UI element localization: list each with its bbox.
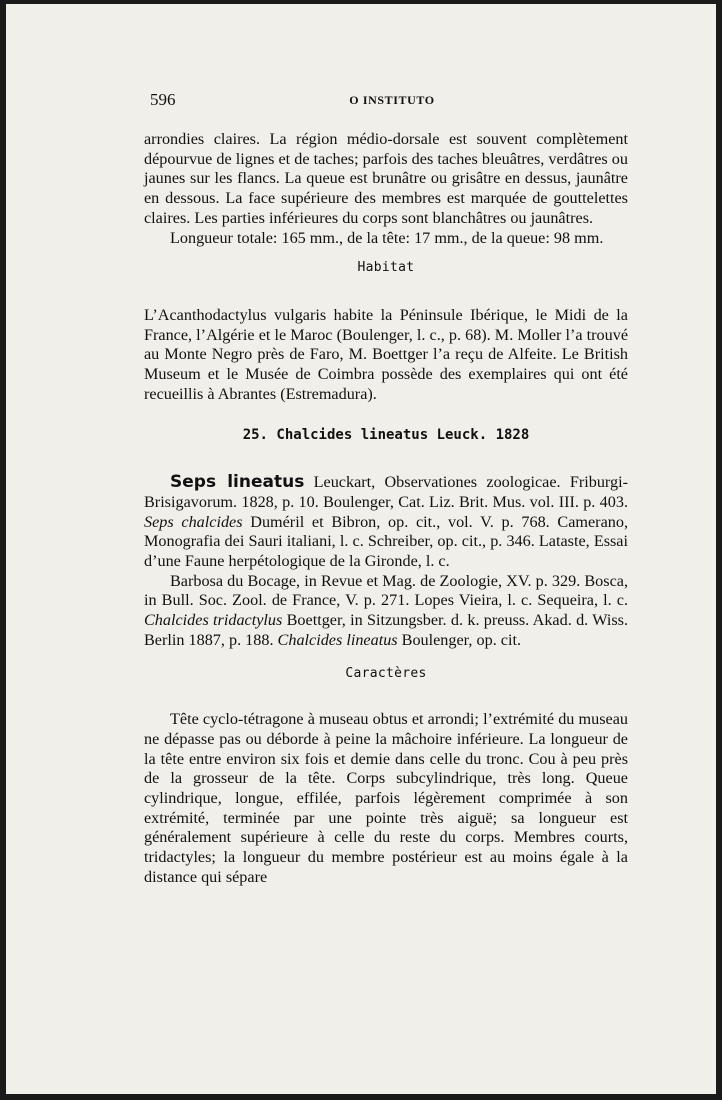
synonym-seps-chalcides: Seps chalcides xyxy=(144,512,243,531)
synonymy-1-text-a: Leuckart, Observationes zoologicae. Friburgi-Brisigavorum. 1828, p. 10. Boulenger, Cat. Liz. Brit. Mus. vol. III. p. 403. xyxy=(144,473,629,511)
habitat-text: L’Acanthodactylus vulgaris habite la Péninsule Ibérique, le Midi de la France, l’Algérie et le Maroc (Boulenger, l. c., p. 68). M. Moller l’a trouvé au Monte Negro près de Faro, M. Boettger l’a reçu de Alfeite. Le British Museum et le Musée de Coimbra possède des exemplaires qui ont été recueillis à Abrantes (Estremadura). xyxy=(144,305,628,403)
characters-heading: Caractères xyxy=(345,666,427,682)
synonymy-2-text-b: Boettger, in Sitzungsber. d. k. preuss. Akad. d. Wiss. Berlin 1887, p. 188. xyxy=(144,611,629,649)
habitat-heading: Habitat xyxy=(357,260,415,276)
synonymy-2-text-a: Barbosa du Bocage, in Revue et Mag. de Zoologie, XV. p. 329. Bosca, in Bull. Soc. Zool. de France, V. p. 271. Lopes Vieira, l. c. Sequeira, l. c. xyxy=(144,571,628,610)
synonym-chalcides-tridactylus: Chalcides tridactylus xyxy=(144,611,283,630)
running-title: O INSTITUTO xyxy=(349,93,435,107)
page-header xyxy=(150,90,634,114)
species-heading: 25. Chalcides lineatus Leuck. 1828 xyxy=(242,427,530,444)
length-measurements: Longueur totale: 165 mm., de la tête: 17 mm., de la queue: 98 mm. xyxy=(170,228,604,247)
synonym-chalcides-lineatus: Chalcides lineatus xyxy=(277,630,398,649)
description-continuation: arrondies claires. La région médio-dorsale est souvent complètement dépourvue de lignes et de taches; parfois des taches bleuâtres, verdâtres ou jaunes sur les flancs. La queue est brunâtre ou grisâtre en dessus, jaunâtre en dessous. La face supérieure des membres est marquée de gouttelettes claires. Les parties inférieures du corps sont blanchâtres ou jaunâtres. xyxy=(144,130,628,227)
page-body xyxy=(144,130,628,888)
synonymy-paragraph-1 xyxy=(144,473,628,572)
synonymy-2-text-c: Boulenger, op. cit. xyxy=(397,630,522,649)
synonymy-paragraph-2 xyxy=(144,572,628,651)
synonym-seps-lineatus: Seps lineatus xyxy=(170,472,305,493)
synonymy-1-text-b: Duméril et Bibron, op. cit., vol. V. p. 768. Camerano, Monografia dei Sauri italiani, l. c. Schreiber, op. cit., p. 346. Lataste, Essai d’une Faune herpétologique de la Gironde, l. c. xyxy=(144,512,628,570)
characters-text: Tête cyclo-tétragone à museau obtus et arrondi; l’extrémité du museau ne dépasse pas ou déborde à peine la mâchoire inférieure. La longueur de la tête entre environ six fois et demie dans celle du tronc. Cou à peu près de la grosseur de la tête. Corps subcylindrique, très long. Queue cylindrique, longue, effilée, parfois légèrement comprimée à son extrémité, terminée par une pointe très aiguë; sa longueur est généralement supérieure à celle du reste du corps. Membres courts, tridactyles; la longueur du membre postérieur est au moins égale à la distance qui sépare xyxy=(144,710,628,886)
page-number: 596 xyxy=(150,90,176,109)
